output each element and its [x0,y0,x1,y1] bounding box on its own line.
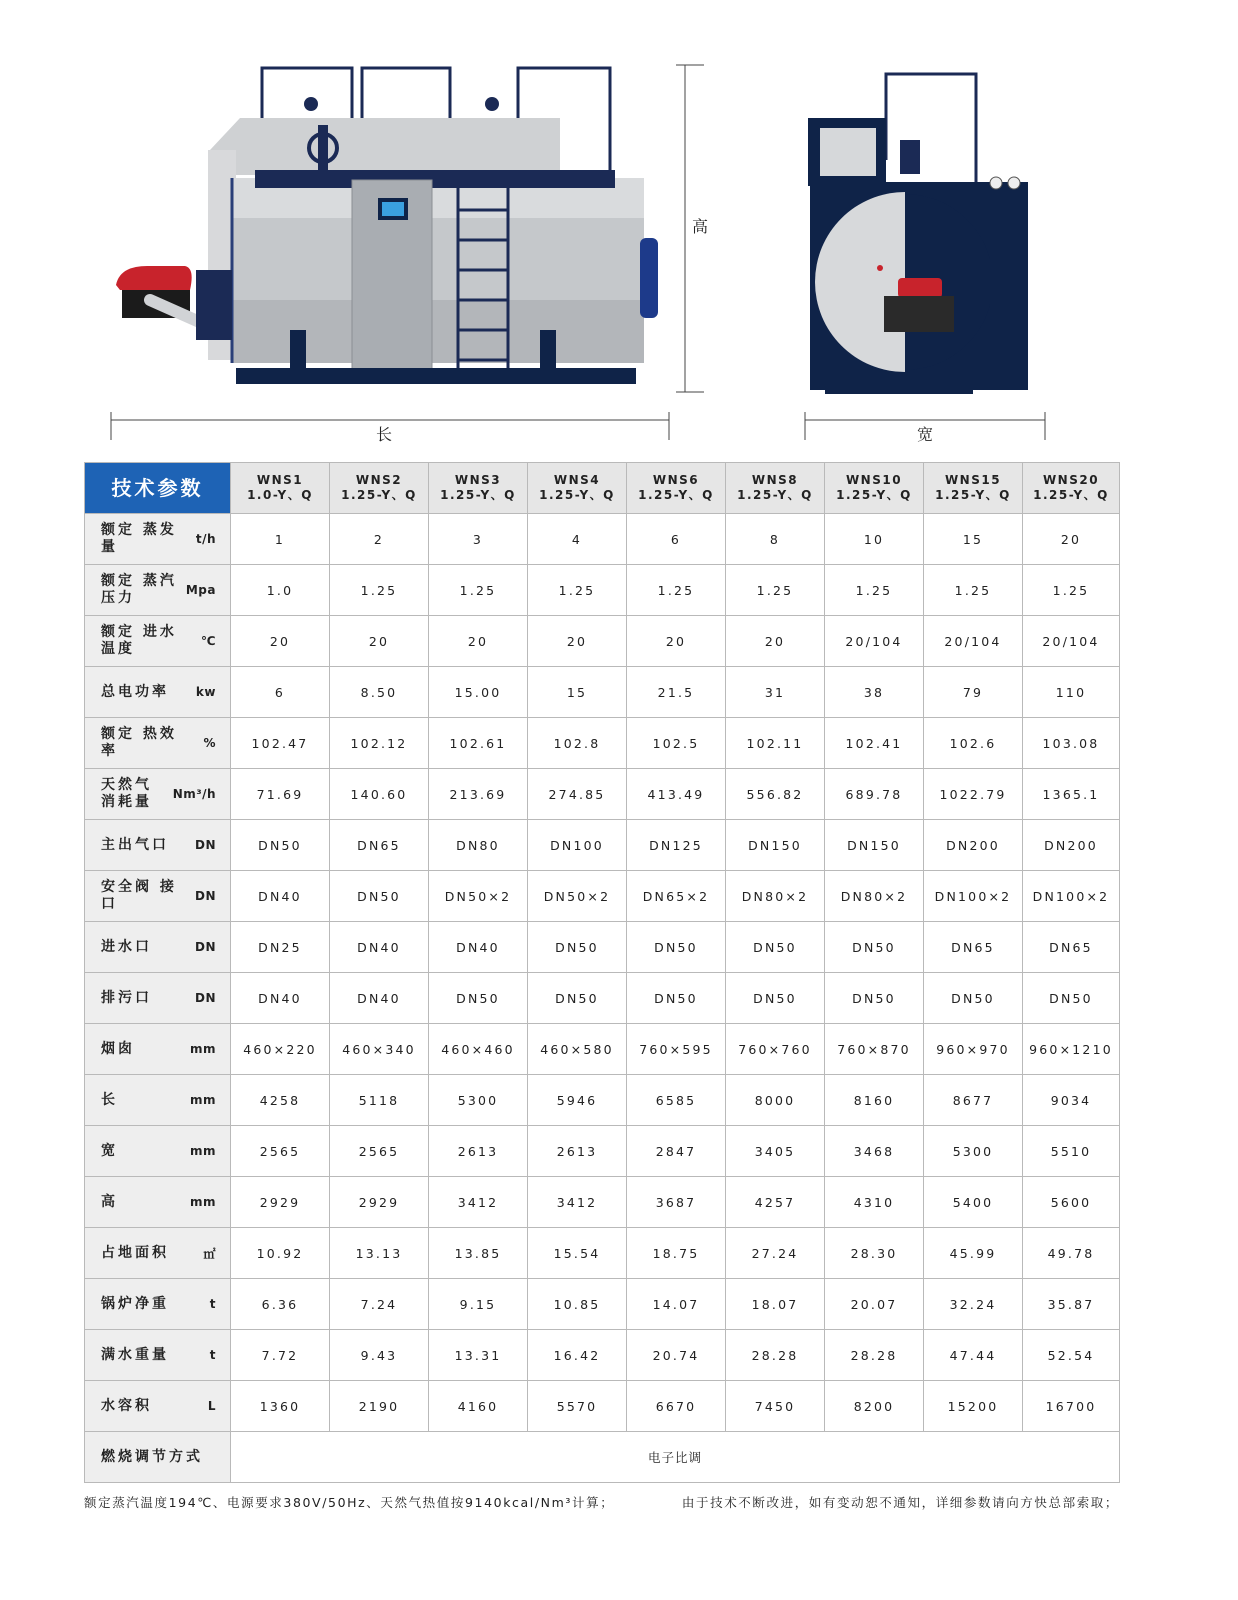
model-header: WNS4 1.25-Y、Q [528,463,627,514]
table-cell: 7450 [726,1381,825,1432]
table-cell: 6585 [627,1075,726,1126]
table-cell: 8677 [924,1075,1023,1126]
table-row [85,565,1120,616]
table-cell: 15 [528,667,627,718]
model-header: WNS2 1.25-Y、Q [330,463,429,514]
table-cell: DN25 [231,922,330,973]
table-cell: 20.07 [825,1279,924,1330]
table-cell: 2565 [231,1126,330,1177]
param-name: 额定 进水温度 [101,624,177,657]
table-cell: 15 [924,514,1023,565]
spec-table-body [85,514,1120,1483]
param-name: 高 [101,1193,118,1210]
table-cell: 102.47 [231,718,330,769]
table-cell: 102.41 [825,718,924,769]
table-cell: 8160 [825,1075,924,1126]
row-label [85,1330,231,1381]
param-unit: mm [189,1144,216,1158]
table-cell: 28.30 [825,1228,924,1279]
table-cell: DN40 [231,973,330,1024]
table-cell: DN50 [528,922,627,973]
row-label [85,565,231,616]
table-cell: DN40 [231,871,330,922]
table-cell: 20 [330,616,429,667]
table-cell: 10.92 [231,1228,330,1279]
table-cell: DN50 [825,973,924,1024]
param-unit: DN [194,838,216,852]
table-cell: 5300 [924,1126,1023,1177]
table-cell: 8.50 [330,667,429,718]
table-cell: 8200 [825,1381,924,1432]
param-unit: t/h [195,532,216,546]
table-cell: 2613 [528,1126,627,1177]
table-cell: DN125 [627,820,726,871]
table-cell: 5300 [429,1075,528,1126]
param-name: 占地面积 [101,1244,169,1261]
spec-table [84,462,1120,1483]
table-row [85,922,1120,973]
table-row [85,1024,1120,1075]
footer-note-left: 额定蒸汽温度194℃、电源要求380V/50Hz、天然气热值按9140kcal/Nm³计算； [84,1495,615,1510]
param-name: 满水重量 [101,1346,169,1363]
table-cell: 35.87 [1023,1279,1120,1330]
table-cell: 460×340 [330,1024,429,1075]
row-label [85,616,231,667]
table-cell: DN100 [528,820,627,871]
param-name: 水容积 [101,1397,152,1414]
table-cell: 1365.1 [1023,769,1120,820]
table-cell: 28.28 [726,1330,825,1381]
table-cell: 1.25 [924,565,1023,616]
table-cell: 2929 [231,1177,330,1228]
param-unit: kw [195,685,216,699]
table-row [85,1381,1120,1432]
table-cell: 9034 [1023,1075,1120,1126]
footer-note-right: 由于技术不断改进，如有变动恕不通知，详细参数请向方快总部索取； [681,1495,1119,1510]
table-cell: DN80 [429,820,528,871]
table-row [85,820,1120,871]
table-cell: 7.72 [231,1330,330,1381]
table-cell: DN50 [1023,973,1120,1024]
height-label: 高 [692,217,709,236]
table-cell: 79 [924,667,1023,718]
table-cell: DN65 [924,922,1023,973]
param-name: 安全阀 接口 [101,879,177,912]
row-label [85,1432,231,1483]
table-title: 技术参数 [85,463,231,514]
table-row [85,718,1120,769]
table-cell: 15.54 [528,1228,627,1279]
table-cell: 20 [429,616,528,667]
row-label [85,1381,231,1432]
table-cell: 3412 [429,1177,528,1228]
table-row [85,514,1120,565]
row-label [85,1279,231,1330]
table-row [85,973,1120,1024]
table-cell: 21.5 [627,667,726,718]
model-header: WNS3 1.25-Y、Q [429,463,528,514]
table-cell: 20 [528,616,627,667]
param-unit: DN [194,940,216,954]
table-cell: 760×760 [726,1024,825,1075]
table-cell: 1360 [231,1381,330,1432]
param-name: 额定 蒸发量 [101,522,177,555]
param-name: 额定 热效率 [101,726,177,759]
table-cell: 5570 [528,1381,627,1432]
table-cell: 2565 [330,1126,429,1177]
table-cell: 15200 [924,1381,1023,1432]
table-cell: 1.25 [429,565,528,616]
table-cell: DN40 [429,922,528,973]
row-label [85,1075,231,1126]
table-cell: 20.74 [627,1330,726,1381]
row-label [85,922,231,973]
table-cell: 4310 [825,1177,924,1228]
table-row [85,769,1120,820]
table-cell: 2190 [330,1381,429,1432]
table-cell: 2847 [627,1126,726,1177]
param-name: 总电功率 [101,683,169,700]
table-cell: 3 [429,514,528,565]
table-cell: 2613 [429,1126,528,1177]
table-cell: 4258 [231,1075,330,1126]
table-cell: 103.08 [1023,718,1120,769]
row-label [85,1228,231,1279]
table-cell: 556.82 [726,769,825,820]
table-cell: 5400 [924,1177,1023,1228]
param-unit: t [209,1297,216,1311]
table-cell: 960×1210 [1023,1024,1120,1075]
param-unit: t [209,1348,216,1362]
param-name: 主出气口 [101,836,169,853]
table-cell: 20 [1023,514,1120,565]
table-cell: DN50 [924,973,1023,1024]
table-cell: 102.61 [429,718,528,769]
table-cell: 1.25 [825,565,924,616]
boiler-front-view [808,74,1028,394]
table-cell: 102.5 [627,718,726,769]
table-cell: DN80×2 [726,871,825,922]
table-cell: 45.99 [924,1228,1023,1279]
table-row [85,1228,1120,1279]
table-row [85,871,1120,922]
table-cell: DN50 [627,922,726,973]
table-row [85,1075,1120,1126]
table-cell: 3687 [627,1177,726,1228]
row-label [85,769,231,820]
table-cell: 960×970 [924,1024,1023,1075]
table-cell: DN100×2 [1023,871,1120,922]
table-row [85,1279,1120,1330]
table-cell: 1.0 [231,565,330,616]
table-row [85,1126,1120,1177]
param-unit: mm [189,1042,216,1056]
table-row [85,616,1120,667]
table-cell: DN50 [330,871,429,922]
table-cell: 460×460 [429,1024,528,1075]
row-label [85,871,231,922]
table-cell: 28.28 [825,1330,924,1381]
table-cell: DN50 [429,973,528,1024]
param-unit: % [203,736,216,750]
table-cell: DN65 [1023,922,1120,973]
table-cell: 6 [627,514,726,565]
param-unit: ㎡ [203,1246,216,1261]
table-cell: 274.85 [528,769,627,820]
table-cell: DN200 [1023,820,1120,871]
table-cell: 3412 [528,1177,627,1228]
table-cell: DN65×2 [627,871,726,922]
table-cell: 71.69 [231,769,330,820]
table-row [85,1177,1120,1228]
table-cell: 413.49 [627,769,726,820]
table-cell: 2 [330,514,429,565]
table-cell: 47.44 [924,1330,1023,1381]
table-cell: 18.07 [726,1279,825,1330]
table-cell: 10.85 [528,1279,627,1330]
table-cell: 8000 [726,1075,825,1126]
model-header: WNS10 1.25-Y、Q [825,463,924,514]
table-cell: 8 [726,514,825,565]
table-row [85,1330,1120,1381]
table-cell: DN50 [528,973,627,1024]
table-cell: DN65 [330,820,429,871]
param-name: 天然气 消耗量 [101,777,152,810]
table-cell: DN50 [726,973,825,1024]
param-name: 宽 [101,1142,118,1159]
table-cell: 27.24 [726,1228,825,1279]
table-cell: 1.25 [528,565,627,616]
table-cell: 460×220 [231,1024,330,1075]
table-cell: 5946 [528,1075,627,1126]
model-header: WNS6 1.25-Y、Q [627,463,726,514]
param-unit: Nm³/h [172,787,216,801]
table-cell: 140.60 [330,769,429,820]
table-cell: 20 [726,616,825,667]
table-cell: 20/104 [1023,616,1120,667]
table-cell: 4257 [726,1177,825,1228]
table-cell: 32.24 [924,1279,1023,1330]
model-header: WNS15 1.25-Y、Q [924,463,1023,514]
table-cell: DN150 [825,820,924,871]
table-cell: DN50 [627,973,726,1024]
param-unit: mm [189,1195,216,1209]
param-name: 锅炉净重 [101,1295,169,1312]
table-cell: DN50 [825,922,924,973]
table-cell: 13.31 [429,1330,528,1381]
table-cell: 102.11 [726,718,825,769]
model-header: WNS20 1.25-Y、Q [1023,463,1120,514]
table-cell: 18.75 [627,1228,726,1279]
table-cell: 1022.79 [924,769,1023,820]
table-cell: 1.25 [1023,565,1120,616]
table-cell: 49.78 [1023,1228,1120,1279]
param-unit: DN [194,991,216,1005]
table-cell: 20 [231,616,330,667]
length-label: 长 [376,425,393,444]
row-label [85,514,231,565]
table-cell: 5510 [1023,1126,1120,1177]
table-cell: 20/104 [924,616,1023,667]
table-cell: DN100×2 [924,871,1023,922]
table-cell: 6 [231,667,330,718]
table-cell: 4 [528,514,627,565]
boiler-side-view [116,68,658,384]
table-cell: DN40 [330,973,429,1024]
param-name: 燃烧调节方式 [101,1448,203,1465]
table-cell: DN80×2 [825,871,924,922]
row-label [85,973,231,1024]
table-cell: 3405 [726,1126,825,1177]
table-cell: 1 [231,514,330,565]
table-cell: 1.25 [330,565,429,616]
table-cell: 689.78 [825,769,924,820]
table-row [85,667,1120,718]
table-cell: 13.13 [330,1228,429,1279]
table-cell: DN50 [726,922,825,973]
table-cell: 15.00 [429,667,528,718]
table-cell: 3468 [825,1126,924,1177]
table-cell: 1.25 [627,565,726,616]
row-label [85,1177,231,1228]
table-cell: 6.36 [231,1279,330,1330]
combustion-row [85,1432,1120,1483]
table-cell: 760×595 [627,1024,726,1075]
param-name: 进水口 [101,938,152,955]
row-label [85,718,231,769]
table-cell: 6670 [627,1381,726,1432]
table-cell: DN50 [231,820,330,871]
table-cell: 16.42 [528,1330,627,1381]
combustion-value: 电子比调 [231,1432,1120,1483]
param-unit: L [207,1399,216,1413]
row-label [85,820,231,871]
table-cell: 9.43 [330,1330,429,1381]
row-label [85,667,231,718]
model-header: WNS8 1.25-Y、Q [726,463,825,514]
table-cell: 102.12 [330,718,429,769]
table-cell: DN40 [330,922,429,973]
table-cell: 110 [1023,667,1120,718]
table-cell: 102.6 [924,718,1023,769]
table-cell: 102.8 [528,718,627,769]
table-cell: DN50×2 [429,871,528,922]
table-cell: 14.07 [627,1279,726,1330]
table-cell: 20/104 [825,616,924,667]
table-cell: 2929 [330,1177,429,1228]
table-cell: 31 [726,667,825,718]
table-cell: 52.54 [1023,1330,1120,1381]
table-cell: DN50×2 [528,871,627,922]
width-label: 宽 [917,425,934,444]
boiler-figures [0,0,1238,460]
table-cell: 13.85 [429,1228,528,1279]
row-label [85,1024,231,1075]
table-cell: 7.24 [330,1279,429,1330]
table-cell: DN200 [924,820,1023,871]
model-header: WNS1 1.0-Y、Q [231,463,330,514]
param-name: 烟囱 [101,1040,135,1057]
table-cell: 4160 [429,1381,528,1432]
param-unit: mm [189,1093,216,1107]
table-cell: 20 [627,616,726,667]
table-cell: 460×580 [528,1024,627,1075]
table-cell: 1.25 [726,565,825,616]
table-cell: 5600 [1023,1177,1120,1228]
row-label [85,1126,231,1177]
param-unit: ℃ [200,634,216,648]
table-cell: 5118 [330,1075,429,1126]
param-unit: DN [194,889,216,903]
table-cell: 38 [825,667,924,718]
table-cell: 213.69 [429,769,528,820]
param-unit: Mpa [185,583,216,597]
param-name: 长 [101,1091,118,1108]
model-header-row [85,463,1120,514]
param-name: 排污口 [101,989,152,1006]
table-cell: 9.15 [429,1279,528,1330]
table-cell: DN150 [726,820,825,871]
table-cell: 760×870 [825,1024,924,1075]
table-cell: 10 [825,514,924,565]
param-name: 额定 蒸汽压力 [101,573,177,606]
table-cell: 16700 [1023,1381,1120,1432]
